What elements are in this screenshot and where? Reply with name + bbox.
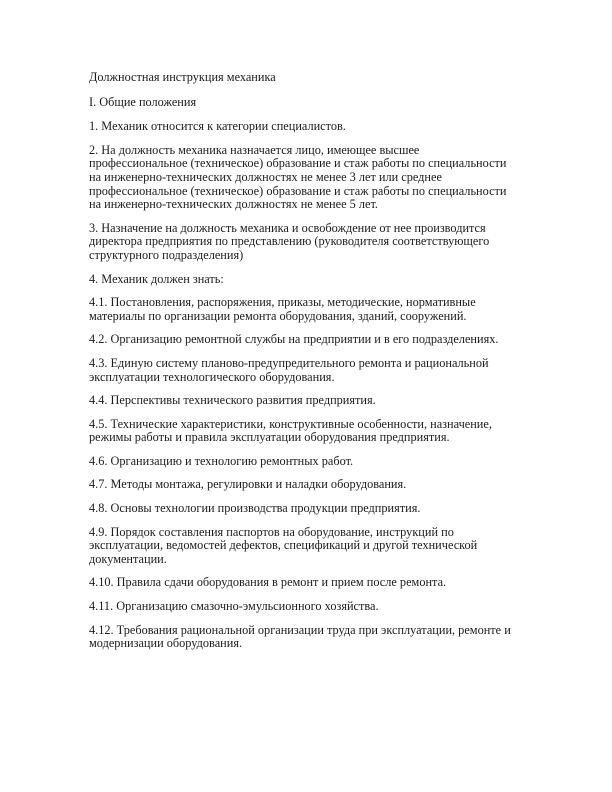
paragraph-4-11: 4.11. Организацию смазочно-эмульсионного хозяйства. — [89, 599, 379, 614]
paragraph-1: 1. Механик относится к категории специалистов. — [89, 119, 346, 134]
section-heading: I. Общие положения — [89, 94, 197, 109]
document-page — [89, 71, 519, 661]
paragraph-4: 4. Механик должен знать: — [89, 271, 224, 286]
paragraph-4-1: 4.1. Постановления, распоряжения, приказы, методические, нормативные материалы по организации ремонта оборудования, зданий, сооружений. — [89, 295, 476, 323]
paragraph-3: 3. Назначение на должность механика и освобождение от нее производится директора предприятия по представлению (руководителя соответствующего структурного подразделения) — [89, 220, 490, 262]
paragraph-4-7: 4.7. Методы монтажа, регулировки и наладки оборудования. — [89, 477, 407, 492]
paragraph-4-4: 4.4. Перспективы технического развития предприятия. — [89, 393, 376, 408]
paragraph-4-10: 4.10. Правила сдачи оборудования в ремонт и прием после ремонта. — [89, 575, 447, 590]
paragraph-2: 2. На должность механика назначается лицо, имеющее высшее профессиональное (техническое) образование и стаж работы по специальности на инженерно-технических должностях не менее 3 лет или среднее профессиональное (техническое) образование и стаж работы по специальности на инженерно-технических должностях не менее 5 лет. — [89, 142, 507, 212]
paragraph-4-12: 4.12. Требования рациональной организации труда при эксплуатации, ремонте и модернизации оборудования. — [89, 622, 511, 651]
document-title: Должностная инструкция механика — [89, 70, 276, 84]
paragraph-4-3: 4.3. Единую систему планово-предупредительного ремонта и рациональной эксплуатации технологического оборудования. — [89, 355, 489, 384]
paragraph-4-5: 4.5. Технические характеристики, конструктивные особенности, назначение, режимы работы и правила эксплуатации оборудования предприятия. — [89, 416, 492, 445]
paragraph-4-8: 4.8. Основы технологии производства продукции предприятия. — [89, 501, 421, 516]
paragraph-4-2: 4.2. Организацию ремонтной службы на предприятии и в его подразделениях. — [89, 332, 499, 347]
paragraph-4-9: 4.9. Порядок составления паспортов на оборудование, инструкций по эксплуатации, ведомостей дефектов, спецификаций и другой технической документации. — [89, 524, 478, 566]
paragraph-4-6: 4.6. Организацию и технологию ремонтных работ. — [89, 453, 354, 468]
